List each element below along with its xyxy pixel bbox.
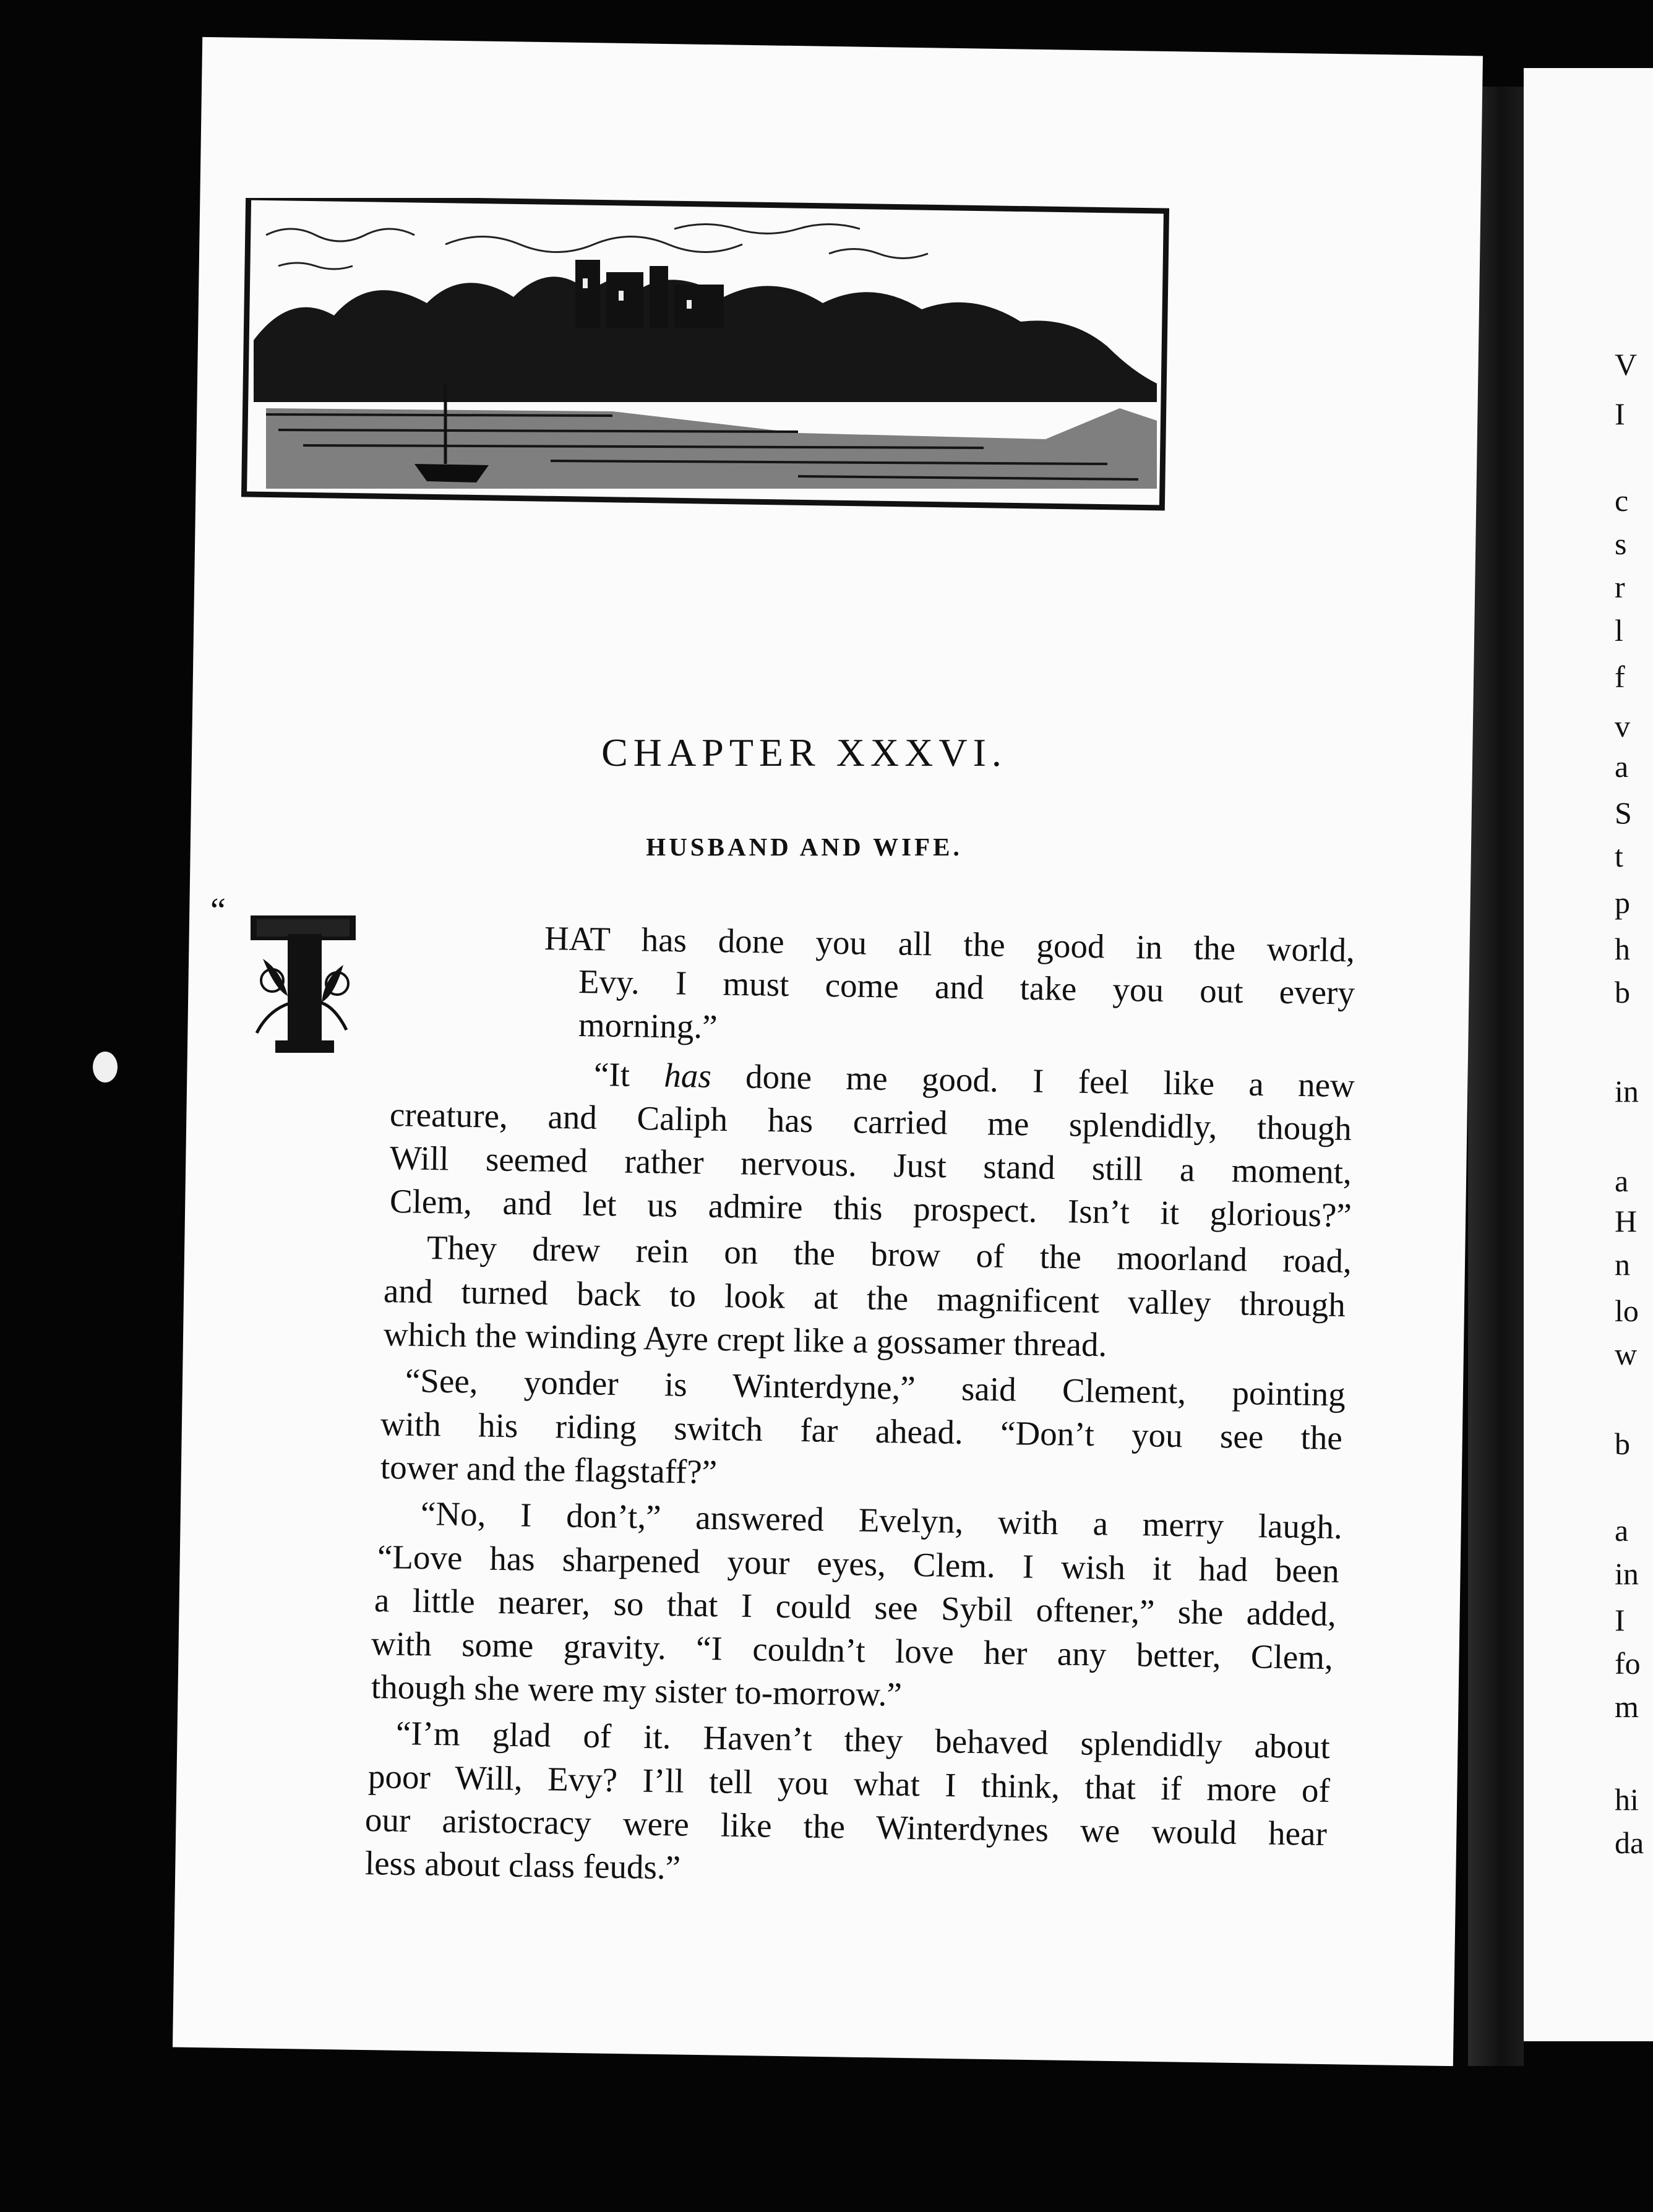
right-page-fragment: a [1615,749,1629,784]
right-page-fragment: da [1615,1825,1644,1860]
text-line: and turned back to look at the magnificent valley through [383,1272,1346,1324]
right-page-fragment: m [1615,1689,1639,1724]
right-page-fragment: V [1615,347,1638,382]
text-line: Clem, and let us admire this prospect. Isn’t it glorious?” [389,1182,1352,1235]
right-page-fragment: r [1615,570,1625,604]
text-line: “I’m glad of it. Haven’t they behaved splendidly about [395,1714,1331,1766]
text-line: a little nearer, so that I could see Sybil oftener,” she added, [374,1581,1337,1634]
right-page-fragment: s [1615,526,1627,561]
right-page-fragment: p [1615,885,1630,920]
opening-quote-mark: “ [210,891,226,930]
drop-cap-t-icon [238,909,362,1058]
chapter-title: CHAPTER XXXVI. [601,731,1007,774]
text-line: creature, and Caliph has carried me splendidly, though [389,1095,1352,1148]
text-line: though she were my sister to-morrow.” [371,1668,903,1713]
text-line: Evy. I must come and take you out every [578,962,1355,1012]
castle-lake-engraving-icon [241,198,1169,544]
right-page-fragment: fo [1615,1646,1641,1681]
text-line: our aristocracy were like the Winterdynes we would hear [364,1801,1328,1853]
right-page-fragment: in [1615,1074,1639,1108]
text-line: morning.” [578,1006,718,1046]
right-page-fragment: I [1615,1603,1625,1637]
right-page-fragment: b [1615,975,1630,1010]
right-page-fragment: hi [1615,1782,1639,1817]
text-line: with some gravity. “I couldn’t love her any better, Clem, [371,1624,1334,1677]
right-page-fragment: l [1615,613,1623,648]
right-page-fragment: t [1615,839,1623,873]
right-page-fragment: in [1615,1556,1639,1591]
right-page-fragment: c [1615,483,1629,518]
text-line: They drew rein on the brow of the moorland road, [426,1228,1352,1280]
right-page-fragment: a [1615,1164,1629,1198]
right-page-fragment: w [1615,1337,1638,1371]
right-page-fragment: b [1615,1426,1630,1461]
text-line: which the winding Ayre crept like a gossamer thread. [383,1315,1107,1364]
text-line: “It has done me good. I feel like a new [593,1055,1355,1105]
text-line: with his riding switch far ahead. “Don’t you see the [380,1405,1343,1457]
right-page-fragment: lo [1615,1293,1639,1328]
text-line: less about class feuds.” [364,1844,681,1887]
right-page-fragment: f [1615,659,1625,694]
right-page-fragment: n [1615,1247,1630,1282]
chapter-subtitle: HUSBAND AND WIFE. [646,833,963,861]
text-line: poor Will, Evy? I’ll tell you what I think, that if more of [367,1757,1331,1810]
text-line: “No, I don’t,” answered Evelyn, with a merry laugh. [420,1494,1343,1546]
right-page-fragment: S [1615,795,1632,830]
text-line: “Love has sharpened your eyes, Clem. I wish it had been [377,1538,1340,1590]
right-page-fragment: v [1615,709,1630,744]
right-page-fragment: I [1615,397,1625,431]
scan-speck [93,1052,118,1082]
text-line: tower and the flagstaff?” [380,1448,718,1491]
right-page-fragment: h [1615,932,1630,966]
right-page-fragment: H [1615,1204,1638,1238]
text-line: HAT has done you all the good in the world, [544,919,1355,969]
text-line: Will seemed rather nervous. Just stand still a moment, [389,1139,1352,1191]
text-line: “See, yonder is Winterdyne,” said Clement, pointing [405,1361,1346,1413]
right-page-fragment: a [1615,1513,1629,1548]
